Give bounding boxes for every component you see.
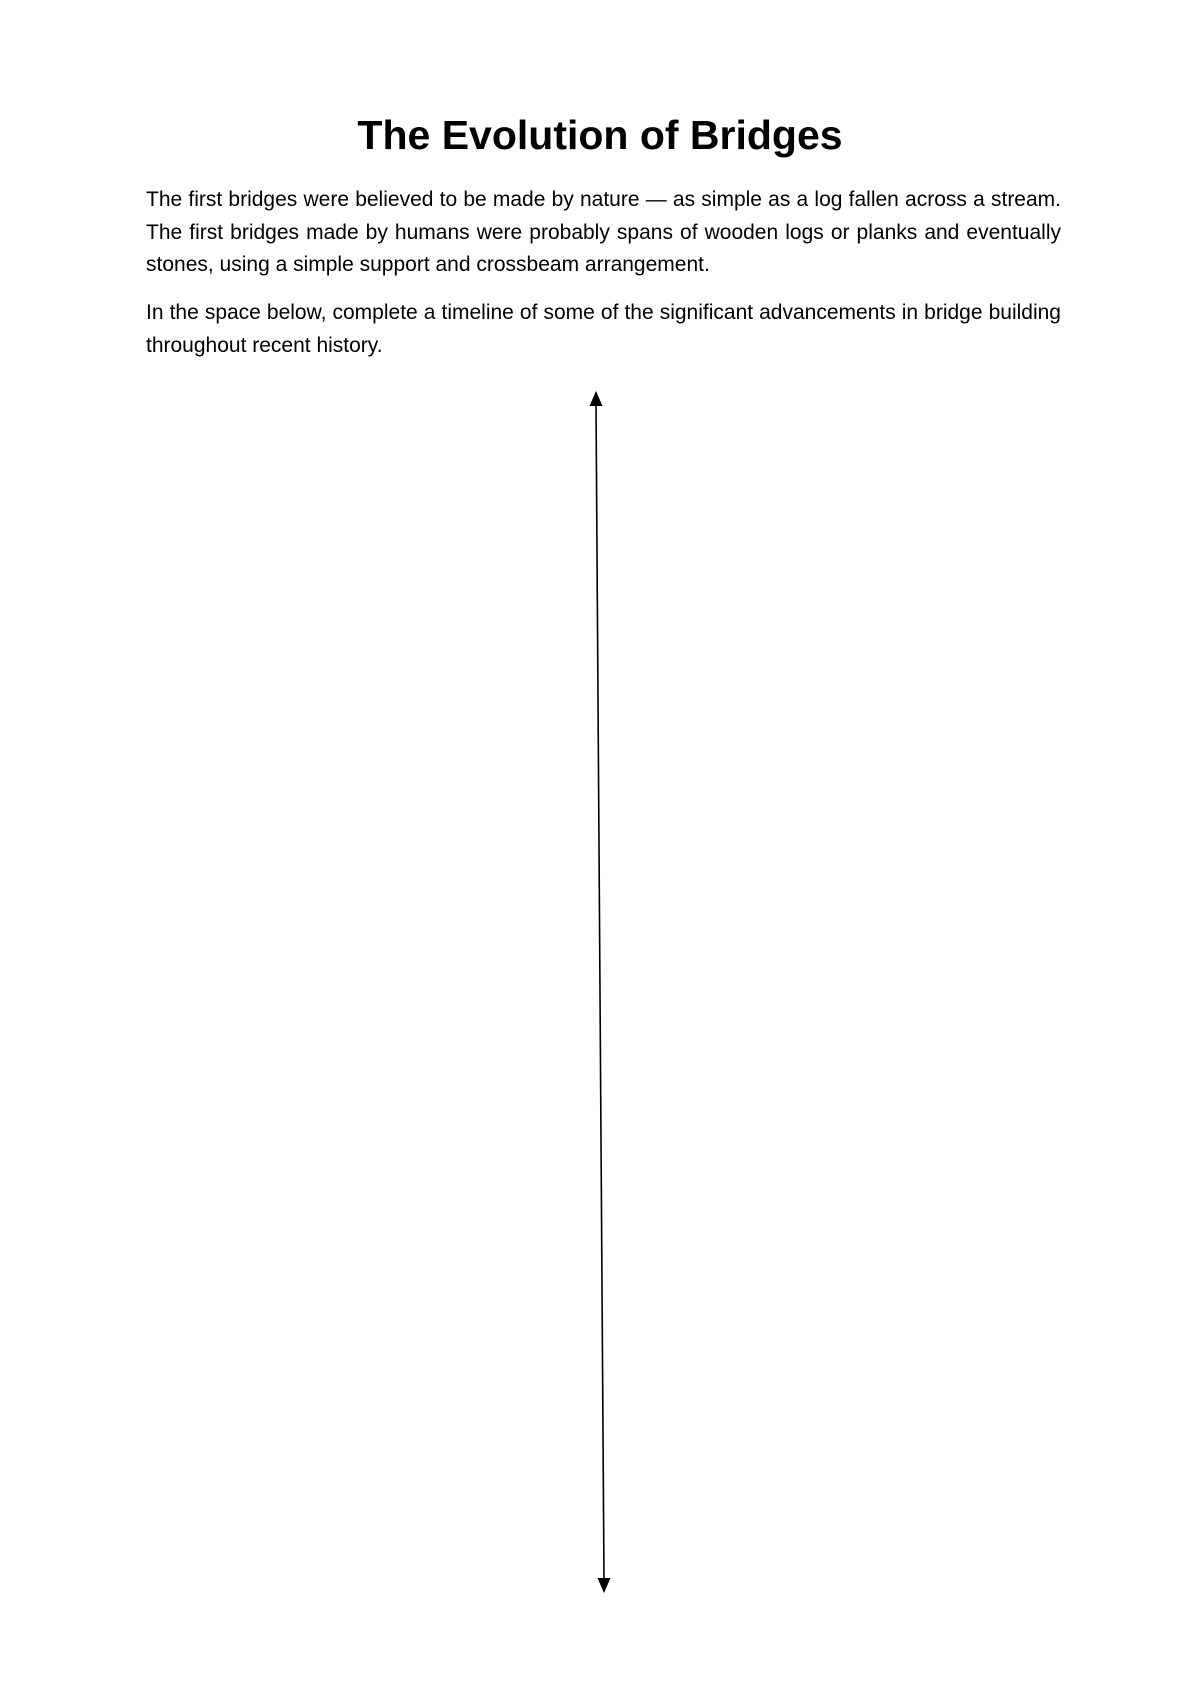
intro-paragraph: The first bridges were believed to be made by nature — as simple as a log fallen across a stream. The first bridges made by humans were probably spans of wooden logs or planks and eventually stones, using a simple support and crossbeam arrangement. — [146, 188, 1061, 276]
timeline-arrowhead-bottom — [598, 1578, 611, 1593]
page-title: The Evolution of Bridges — [357, 112, 843, 158]
timeline-line — [596, 404, 604, 1580]
instruction-paragraph: In the space below, complete a timeline of some of the significant advancements in bridge building throughout recent history. — [146, 301, 1061, 357]
timeline-arrowhead-top — [590, 391, 603, 406]
